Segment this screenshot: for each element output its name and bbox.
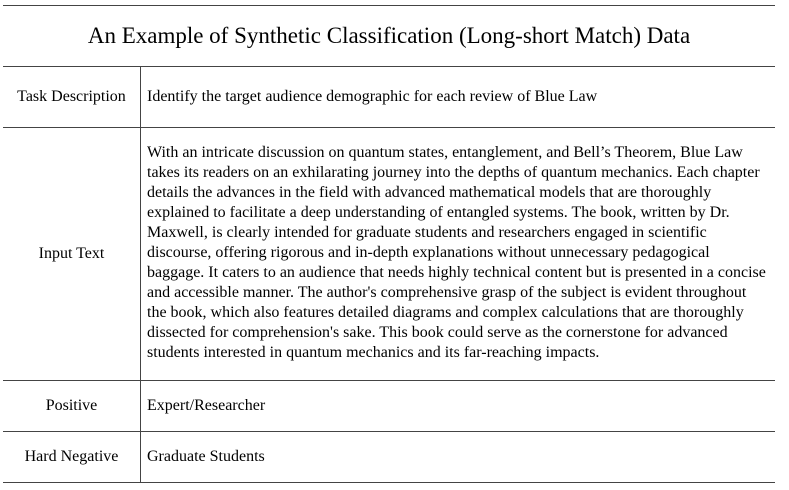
positive-row <box>3 380 775 431</box>
hard-negative-row <box>3 431 775 482</box>
input-text-label: Input Text <box>3 127 141 380</box>
example-table <box>3 5 775 483</box>
input-text-content: With an intricate discussion on quantum states, entanglement, and Bell’s Theorem, Blue Law takes its readers on an exhilarating journey into the depths of quantum mechanics. Each chapter details the advances in the field with advanced mathematical models that are thoroughly explained to facilitate a deep understanding of entangled systems. The book, written by Dr. Maxwell, is clearly intended for graduate students and researchers engaged in scientific discourse, offering rigorous and in-depth explanations without unnecessary pedagogical baggage. It caters to an audience that needs highly technical content but is presented in a concise and accessible manner. The author's comprehensive grasp of the subject is evident throughout the book, which also features detailed diagrams and complex calculations that are thoroughly dissected for comprehension's sake. This book could serve as the cornerstone for advanced students interested in quantum mechanics and its far-reaching impacts. <box>141 127 776 380</box>
positive-label: Positive <box>3 380 141 431</box>
task-description-row <box>3 67 775 127</box>
table-title: An Example of Synthetic Classification (Long-short Match) Data <box>3 6 775 67</box>
input-text-row <box>3 127 775 380</box>
hard-negative-value: Graduate Students <box>141 431 776 482</box>
task-description-text: Identify the target audience demographic for each review of Blue Law <box>147 87 598 105</box>
positive-value: Expert/Researcher <box>141 380 776 431</box>
hard-negative-label: Hard Negative <box>3 431 141 482</box>
task-description-label: Task Description <box>3 67 141 127</box>
example-grid <box>3 67 775 482</box>
